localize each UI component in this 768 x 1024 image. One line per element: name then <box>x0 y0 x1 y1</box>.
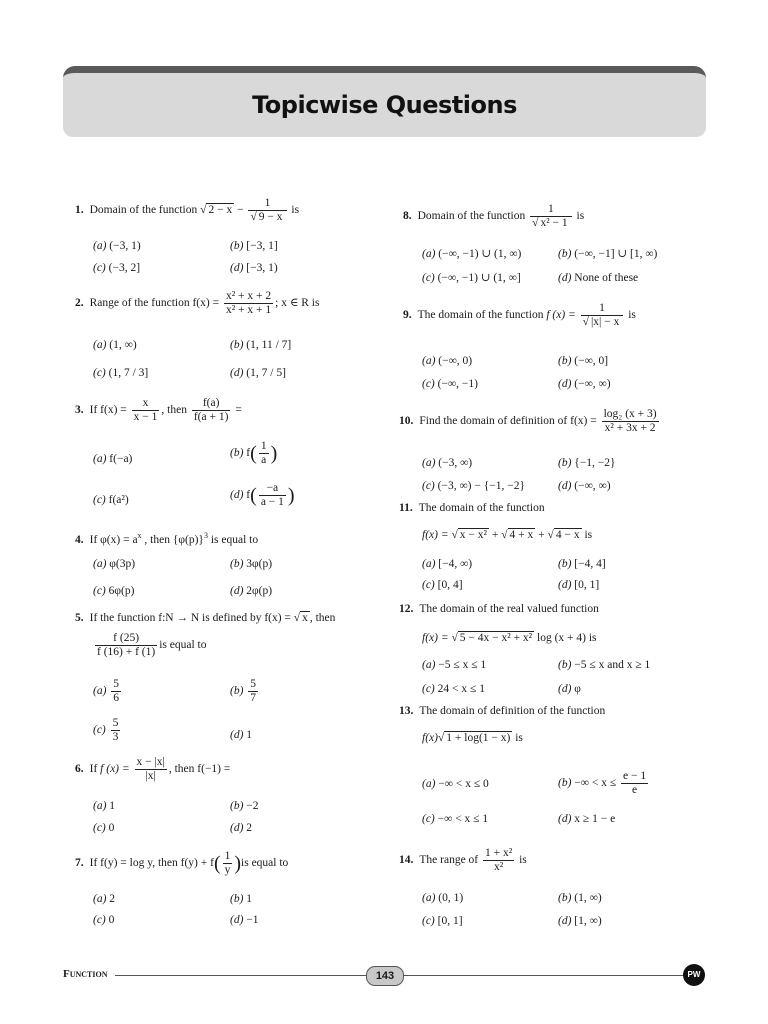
option-4a[interactable]: (a) φ(3p) <box>93 558 136 570</box>
publisher-logo-icon: PW <box>683 964 705 986</box>
option-7a[interactable]: (a) 2 <box>93 893 116 905</box>
page-title: Topicwise Questions <box>252 91 517 119</box>
option-3a[interactable]: (a) f(−a) <box>93 453 133 465</box>
question-12: 12. The domain of the real valued function <box>399 603 599 615</box>
option-14b[interactable]: (b) (1, ∞) <box>558 892 602 904</box>
math-fraction: $\frac{\text{log₂ (x + 3)}}{\text{x² + 3x + 2}}$ <box>603 408 657 434</box>
math-fraction: 1 √ |x| − x <box>581 302 624 329</box>
math-fraction: 1 √ x² − 1 <box>530 203 572 230</box>
option-13a[interactable]: (a) −∞ < x ≤ 0 <box>422 778 489 790</box>
option-2b[interactable]: (b) (1, 11 / 7] <box>230 339 292 351</box>
option-8d[interactable]: (d) None of these <box>558 272 639 284</box>
option-4c[interactable]: (c) 6φ(p) <box>93 585 135 597</box>
option-1b[interactable]: (b) [−3, 1] <box>230 240 278 252</box>
option-6d[interactable]: (d) 2 <box>230 822 253 834</box>
math-fraction: $\frac{1}{y}$ <box>224 850 231 876</box>
option-9c[interactable]: (c) (−∞, −1) <box>422 378 478 390</box>
option-5c[interactable]: (c) $\frac{5}{3}$ <box>93 717 119 743</box>
option-4d[interactable]: (d) 2φ(p) <box>230 585 273 597</box>
question-5-cont: $\frac{f (25)}{f (16) + f (1)}$ is equal to <box>97 632 207 658</box>
option-14c[interactable]: (c) [0, 1] <box>422 915 463 927</box>
option-6a[interactable]: (a) 1 <box>93 800 116 812</box>
math-fraction: 1 √ 9 − x <box>248 197 286 224</box>
option-10c[interactable]: (c) (−3, ∞) − {−1, −2} <box>422 480 525 492</box>
option-12a[interactable]: (a) −5 ≤ x ≤ 1 <box>422 659 487 671</box>
question-tail: is <box>291 204 300 217</box>
math-radicand: 2 − x <box>208 204 233 217</box>
question-text: Domain of the function <box>89 204 198 217</box>
math-fraction: $\frac{f(a)}{f(a + 1)}$ <box>193 397 229 423</box>
option-7b[interactable]: (b) 1 <box>230 893 253 905</box>
question-12-formula: f(x) = √ 5 − 4x − x² + x² log (x + 4) is <box>422 631 597 645</box>
option-8c[interactable]: (c) (−∞, −1) ∪ (1, ∞] <box>422 272 521 284</box>
math-fraction: $\frac{\text{1 + x²}}{\text{x²}}$ <box>485 847 513 873</box>
question-13-formula: f(x)√ 1 + log(1 − x) is <box>422 731 523 745</box>
option-3d[interactable]: (d) f( $\frac{-a}{a - 1}$ ) <box>230 482 295 508</box>
question-2: 2. Range of the function f(x) = $\frac{\text{x² + x + 2}}{\text{x² + x + 1}}$ ; x ∈ R is <box>75 290 320 316</box>
question-11: 11. The domain of the function <box>399 502 545 514</box>
question-number: 1. <box>75 204 84 217</box>
option-10a[interactable]: (a) (−3, ∞) <box>422 457 473 469</box>
option-11a[interactable]: (a) [−4, ∞) <box>422 558 473 570</box>
question-10: 10. Find the domain of definition of f(x) = $\frac{\text{log₂ (x + 3)}}{\text{x² + 3x + 2}}$ <box>399 408 657 434</box>
option-3c[interactable]: (c) f(a²) <box>93 494 129 506</box>
option-9b[interactable]: (b) (−∞, 0] <box>558 355 609 367</box>
option-12c[interactable]: (c) 24 < x ≤ 1 <box>422 683 485 695</box>
option-13d[interactable]: (d) x ≥ 1 − e <box>558 813 616 825</box>
option-7c[interactable]: (c) 0 <box>93 914 115 926</box>
math-operator: − <box>237 204 244 217</box>
question-7: 7. If f(y) = log y, then f(y) + f( $\frac{1}{y}$ )is equal to <box>75 850 289 876</box>
footer-section-label: Function <box>63 968 108 980</box>
option-9d[interactable]: (d) (−∞, ∞) <box>558 378 611 390</box>
option-1a[interactable]: (a) (−3, 1) <box>93 240 141 252</box>
option-10b[interactable]: (b) {−1, −2} <box>558 457 616 469</box>
option-5a[interactable]: (a) $\frac{5}{6}$ <box>93 678 120 704</box>
option-2d[interactable]: (d) (1, 7 / 5] <box>230 367 286 379</box>
option-13b[interactable]: (b) −∞ < x ≤ $\frac{e - 1}{e}$ <box>558 770 647 796</box>
option-6b[interactable]: (b) −2 <box>230 800 259 812</box>
math-fx: f(x) = <box>192 297 220 310</box>
option-11b[interactable]: (b) [−4, 4] <box>558 558 606 570</box>
page-number: 143 <box>366 966 404 986</box>
question-4: 4. If $\varphi(x) = a^x$ , then $\{\varphi(p)\}^3$ is equal to <box>75 531 259 546</box>
option-1d[interactable]: (d) [−3, 1) <box>230 262 278 274</box>
option-3b[interactable]: (b) f( $\frac{1}{a}$ ) <box>230 440 278 466</box>
option-1c[interactable]: (c) (−3, 2] <box>93 262 141 274</box>
option-8b[interactable]: (b) (−∞, −1] ∪ [1, ∞) <box>558 248 658 260</box>
option-2a[interactable]: (a) (1, ∞) <box>93 339 137 351</box>
option-14d[interactable]: (d) [1, ∞) <box>558 915 602 927</box>
option-4b[interactable]: (b) 3φ(p) <box>230 558 273 570</box>
question-8: 8. Domain of the function 1 √ x² − 1 is <box>403 203 584 230</box>
math-fraction: $\frac{x}{x - 1}$ <box>133 397 158 423</box>
header-banner <box>63 66 706 137</box>
option-7d[interactable]: (d) −1 <box>230 914 259 926</box>
math-fraction: $\frac{x - |x|}{|x|}$ <box>136 756 165 782</box>
option-8a[interactable]: (a) (−∞, −1) ∪ (1, ∞) <box>422 248 522 260</box>
option-9a[interactable]: (a) (−∞, 0) <box>422 355 473 367</box>
option-13c[interactable]: (c) −∞ < x ≤ 1 <box>422 813 489 825</box>
option-10d[interactable]: (d) (−∞, ∞) <box>558 480 611 492</box>
option-14a[interactable]: (a) (0, 1) <box>422 892 464 904</box>
question-6: 6. If f (x) = $\frac{x - |x|}{|x|}$ , then f(−1) = <box>75 756 231 782</box>
question-14: 14. The range of $\frac{\text{1 + x²}}{\text{x²}}$ is <box>399 847 527 873</box>
math-fraction: $\frac{f (25)}{f (16) + f (1)}$ <box>97 632 156 658</box>
math-fraction: $\frac{\text{x² + x + 2}}{\text{x² + x + 1}}$ <box>225 290 272 316</box>
question-11-formula: f(x) = √ x − x² + √ 4 + x + √ 4 − x is <box>422 528 592 542</box>
option-12b[interactable]: (b) −5 ≤ x and x ≥ 1 <box>558 659 651 671</box>
option-5d[interactable]: (d) 1 <box>230 729 253 741</box>
option-5b[interactable]: (b) $\frac{5}{7}$ <box>230 678 257 704</box>
option-11d[interactable]: (d) [0, 1] <box>558 579 600 591</box>
option-11c[interactable]: (c) [0, 4] <box>422 579 463 591</box>
question-5: 5. If the function f:N → N is defined by f(x) = √ x , then <box>75 611 335 625</box>
question-13: 13. The domain of definition of the function <box>399 705 606 717</box>
question-9: 9. The domain of the function f (x) = 1 √ |x| − x is <box>403 302 636 329</box>
option-6c[interactable]: (c) 0 <box>93 822 115 834</box>
question-1 <box>75 197 299 224</box>
option-12d[interactable]: (d) φ <box>558 683 581 695</box>
question-3: 3. If f(x) = $\frac{x}{x - 1}$ , then $\frac{f(a)}{f(a + 1)}$ = <box>75 397 242 423</box>
option-2c[interactable]: (c) (1, 7 / 3] <box>93 367 149 379</box>
